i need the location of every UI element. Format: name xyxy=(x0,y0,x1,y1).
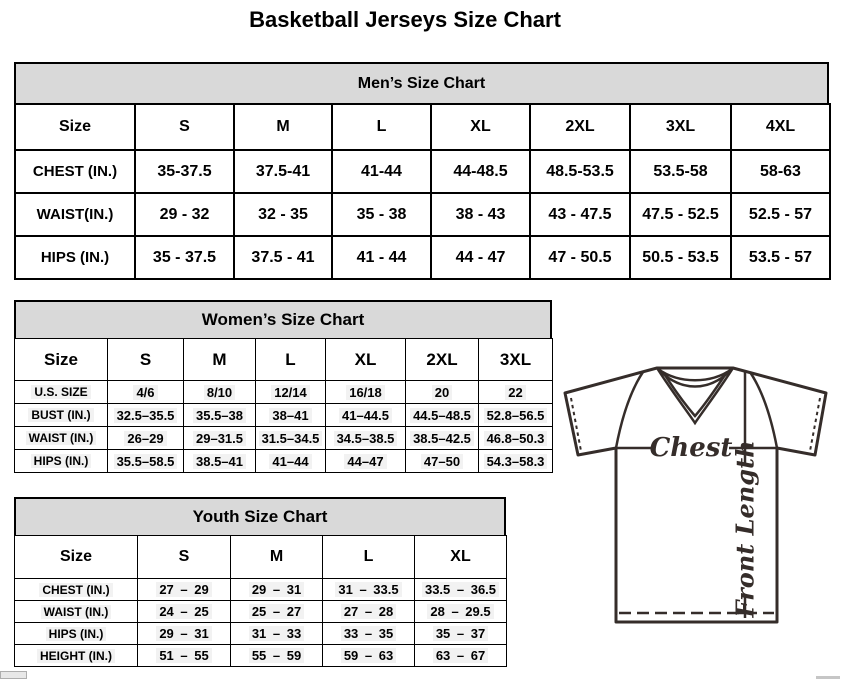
size-value-cell: 50.5 - 53.5 xyxy=(630,236,731,279)
size-value-cell: 35.5–38 xyxy=(184,404,256,427)
size-header-cell: Size xyxy=(15,339,108,381)
size-value-cell: 37.5-41 xyxy=(234,150,332,193)
size-value-cell: 31 – 33.5 xyxy=(323,579,415,601)
youth-chart-title: Youth Size Chart xyxy=(14,497,506,535)
jersey-measurement-diagram xyxy=(561,359,835,627)
column-header-cell: XL xyxy=(431,104,530,150)
table-row xyxy=(15,427,553,450)
size-value-cell: 16/18 xyxy=(326,381,406,404)
size-value-cell: 41–44 xyxy=(256,450,326,473)
youth-size-table xyxy=(14,535,507,667)
header-row xyxy=(15,536,507,579)
size-value-cell: 38–41 xyxy=(256,404,326,427)
size-value-cell: 20 xyxy=(406,381,479,404)
size-value-cell: 27 – 29 xyxy=(138,579,231,601)
row-label: WAIST (IN.) xyxy=(15,601,138,623)
column-header-cell: XL xyxy=(326,339,406,381)
column-header-cell: S xyxy=(135,104,234,150)
column-header-cell: M xyxy=(184,339,256,381)
row-label: WAIST (IN.) xyxy=(15,427,108,450)
row-label: BUST (IN.) xyxy=(15,404,108,427)
row-label: HEIGHT (IN.) xyxy=(15,645,138,667)
column-header-cell: 3XL xyxy=(630,104,731,150)
size-value-cell: 31.5–34.5 xyxy=(256,427,326,450)
size-value-cell: 38.5–42.5 xyxy=(406,427,479,450)
size-value-cell: 47–50 xyxy=(406,450,479,473)
size-value-cell: 48.5-53.5 xyxy=(530,150,630,193)
size-value-cell: 29 – 31 xyxy=(231,579,323,601)
size-value-cell: 53.5-58 xyxy=(630,150,731,193)
size-header-cell: Size xyxy=(15,104,135,150)
table-row xyxy=(15,450,553,473)
size-value-cell: 32.5–35.5 xyxy=(108,404,184,427)
size-value-cell: 44–47 xyxy=(326,450,406,473)
scrollbar-fragment-left xyxy=(0,671,27,679)
table-row xyxy=(15,623,507,645)
size-value-cell: 38 - 43 xyxy=(431,193,530,236)
size-value-cell: 35 – 37 xyxy=(415,623,507,645)
size-value-cell: 41 - 44 xyxy=(332,236,431,279)
size-value-cell: 29 - 32 xyxy=(135,193,234,236)
page-title: Basketball Jerseys Size Chart xyxy=(249,7,561,32)
row-label: WAIST(IN.) xyxy=(15,193,135,236)
size-value-cell: 58-63 xyxy=(731,150,830,193)
mens-size-chart xyxy=(14,62,829,280)
size-value-cell: 35-37.5 xyxy=(135,150,234,193)
table-row xyxy=(15,150,830,193)
header-row xyxy=(15,339,553,381)
size-value-cell: 29–31.5 xyxy=(184,427,256,450)
column-header-cell: XL xyxy=(415,536,507,579)
size-value-cell: 27 – 28 xyxy=(323,601,415,623)
column-header-cell: L xyxy=(256,339,326,381)
womens-chart-title: Women’s Size Chart xyxy=(14,300,552,338)
size-value-cell: 52.8–56.5 xyxy=(479,404,553,427)
size-value-cell: 41-44 xyxy=(332,150,431,193)
size-value-cell: 51 – 55 xyxy=(138,645,231,667)
row-label: CHEST (IN.) xyxy=(15,579,138,601)
row-label: U.S. SIZE xyxy=(15,381,108,404)
table-row xyxy=(15,601,507,623)
column-header-cell: L xyxy=(323,536,415,579)
size-value-cell: 41–44.5 xyxy=(326,404,406,427)
table-row xyxy=(15,404,553,427)
size-value-cell: 37.5 - 41 xyxy=(234,236,332,279)
row-label: HIPS (IN.) xyxy=(15,236,135,279)
size-value-cell: 22 xyxy=(479,381,553,404)
size-value-cell: 44 - 47 xyxy=(431,236,530,279)
column-header-cell: M xyxy=(231,536,323,579)
size-value-cell: 32 - 35 xyxy=(234,193,332,236)
column-header-cell: 2XL xyxy=(530,104,630,150)
mens-size-table xyxy=(14,103,831,280)
mens-chart-title: Men’s Size Chart xyxy=(14,62,829,103)
table-row xyxy=(15,193,830,236)
size-value-cell: 35 - 38 xyxy=(332,193,431,236)
column-header-cell: S xyxy=(138,536,231,579)
row-label: HIPS (IN.) xyxy=(15,623,138,645)
column-header-cell: 4XL xyxy=(731,104,830,150)
size-value-cell: 24 – 25 xyxy=(138,601,231,623)
size-value-cell: 44.5–48.5 xyxy=(406,404,479,427)
size-value-cell: 33 – 35 xyxy=(323,623,415,645)
header-row xyxy=(15,104,830,150)
size-value-cell: 43 - 47.5 xyxy=(530,193,630,236)
column-header-cell: 3XL xyxy=(479,339,553,381)
size-value-cell: 29 – 31 xyxy=(138,623,231,645)
size-value-cell: 63 – 67 xyxy=(415,645,507,667)
size-value-cell: 33.5 – 36.5 xyxy=(415,579,507,601)
jersey-outline xyxy=(565,368,826,622)
size-value-cell: 46.8–50.3 xyxy=(479,427,553,450)
row-label: HIPS (IN.) xyxy=(15,450,108,473)
size-value-cell: 44-48.5 xyxy=(431,150,530,193)
front-length-label: Front Length xyxy=(730,440,760,618)
womens-size-table xyxy=(14,338,553,473)
size-value-cell: 34.5–38.5 xyxy=(326,427,406,450)
size-value-cell: 54.3–58.3 xyxy=(479,450,553,473)
table-row xyxy=(15,236,830,279)
size-value-cell: 28 – 29.5 xyxy=(415,601,507,623)
chest-label: Chest xyxy=(649,433,733,463)
column-header-cell: S xyxy=(108,339,184,381)
size-value-cell: 55 – 59 xyxy=(231,645,323,667)
size-value-cell: 47 - 50.5 xyxy=(530,236,630,279)
table-row xyxy=(15,579,507,601)
size-value-cell: 35.5–58.5 xyxy=(108,450,184,473)
womens-size-chart xyxy=(14,300,552,473)
size-value-cell: 47.5 - 52.5 xyxy=(630,193,731,236)
table-row xyxy=(15,381,553,404)
size-value-cell: 31 – 33 xyxy=(231,623,323,645)
size-value-cell: 25 – 27 xyxy=(231,601,323,623)
size-value-cell: 26–29 xyxy=(108,427,184,450)
column-header-cell: 2XL xyxy=(406,339,479,381)
size-value-cell: 35 - 37.5 xyxy=(135,236,234,279)
table-row xyxy=(15,645,507,667)
size-value-cell: 12/14 xyxy=(256,381,326,404)
size-value-cell: 59 – 63 xyxy=(323,645,415,667)
size-value-cell: 38.5–41 xyxy=(184,450,256,473)
size-value-cell: 53.5 - 57 xyxy=(731,236,830,279)
youth-size-chart xyxy=(14,497,506,667)
row-label: CHEST (IN.) xyxy=(15,150,135,193)
size-value-cell: 4/6 xyxy=(108,381,184,404)
column-header-cell: L xyxy=(332,104,431,150)
column-header-cell: M xyxy=(234,104,332,150)
size-header-cell: Size xyxy=(15,536,138,579)
size-value-cell: 52.5 - 57 xyxy=(731,193,830,236)
size-value-cell: 8/10 xyxy=(184,381,256,404)
